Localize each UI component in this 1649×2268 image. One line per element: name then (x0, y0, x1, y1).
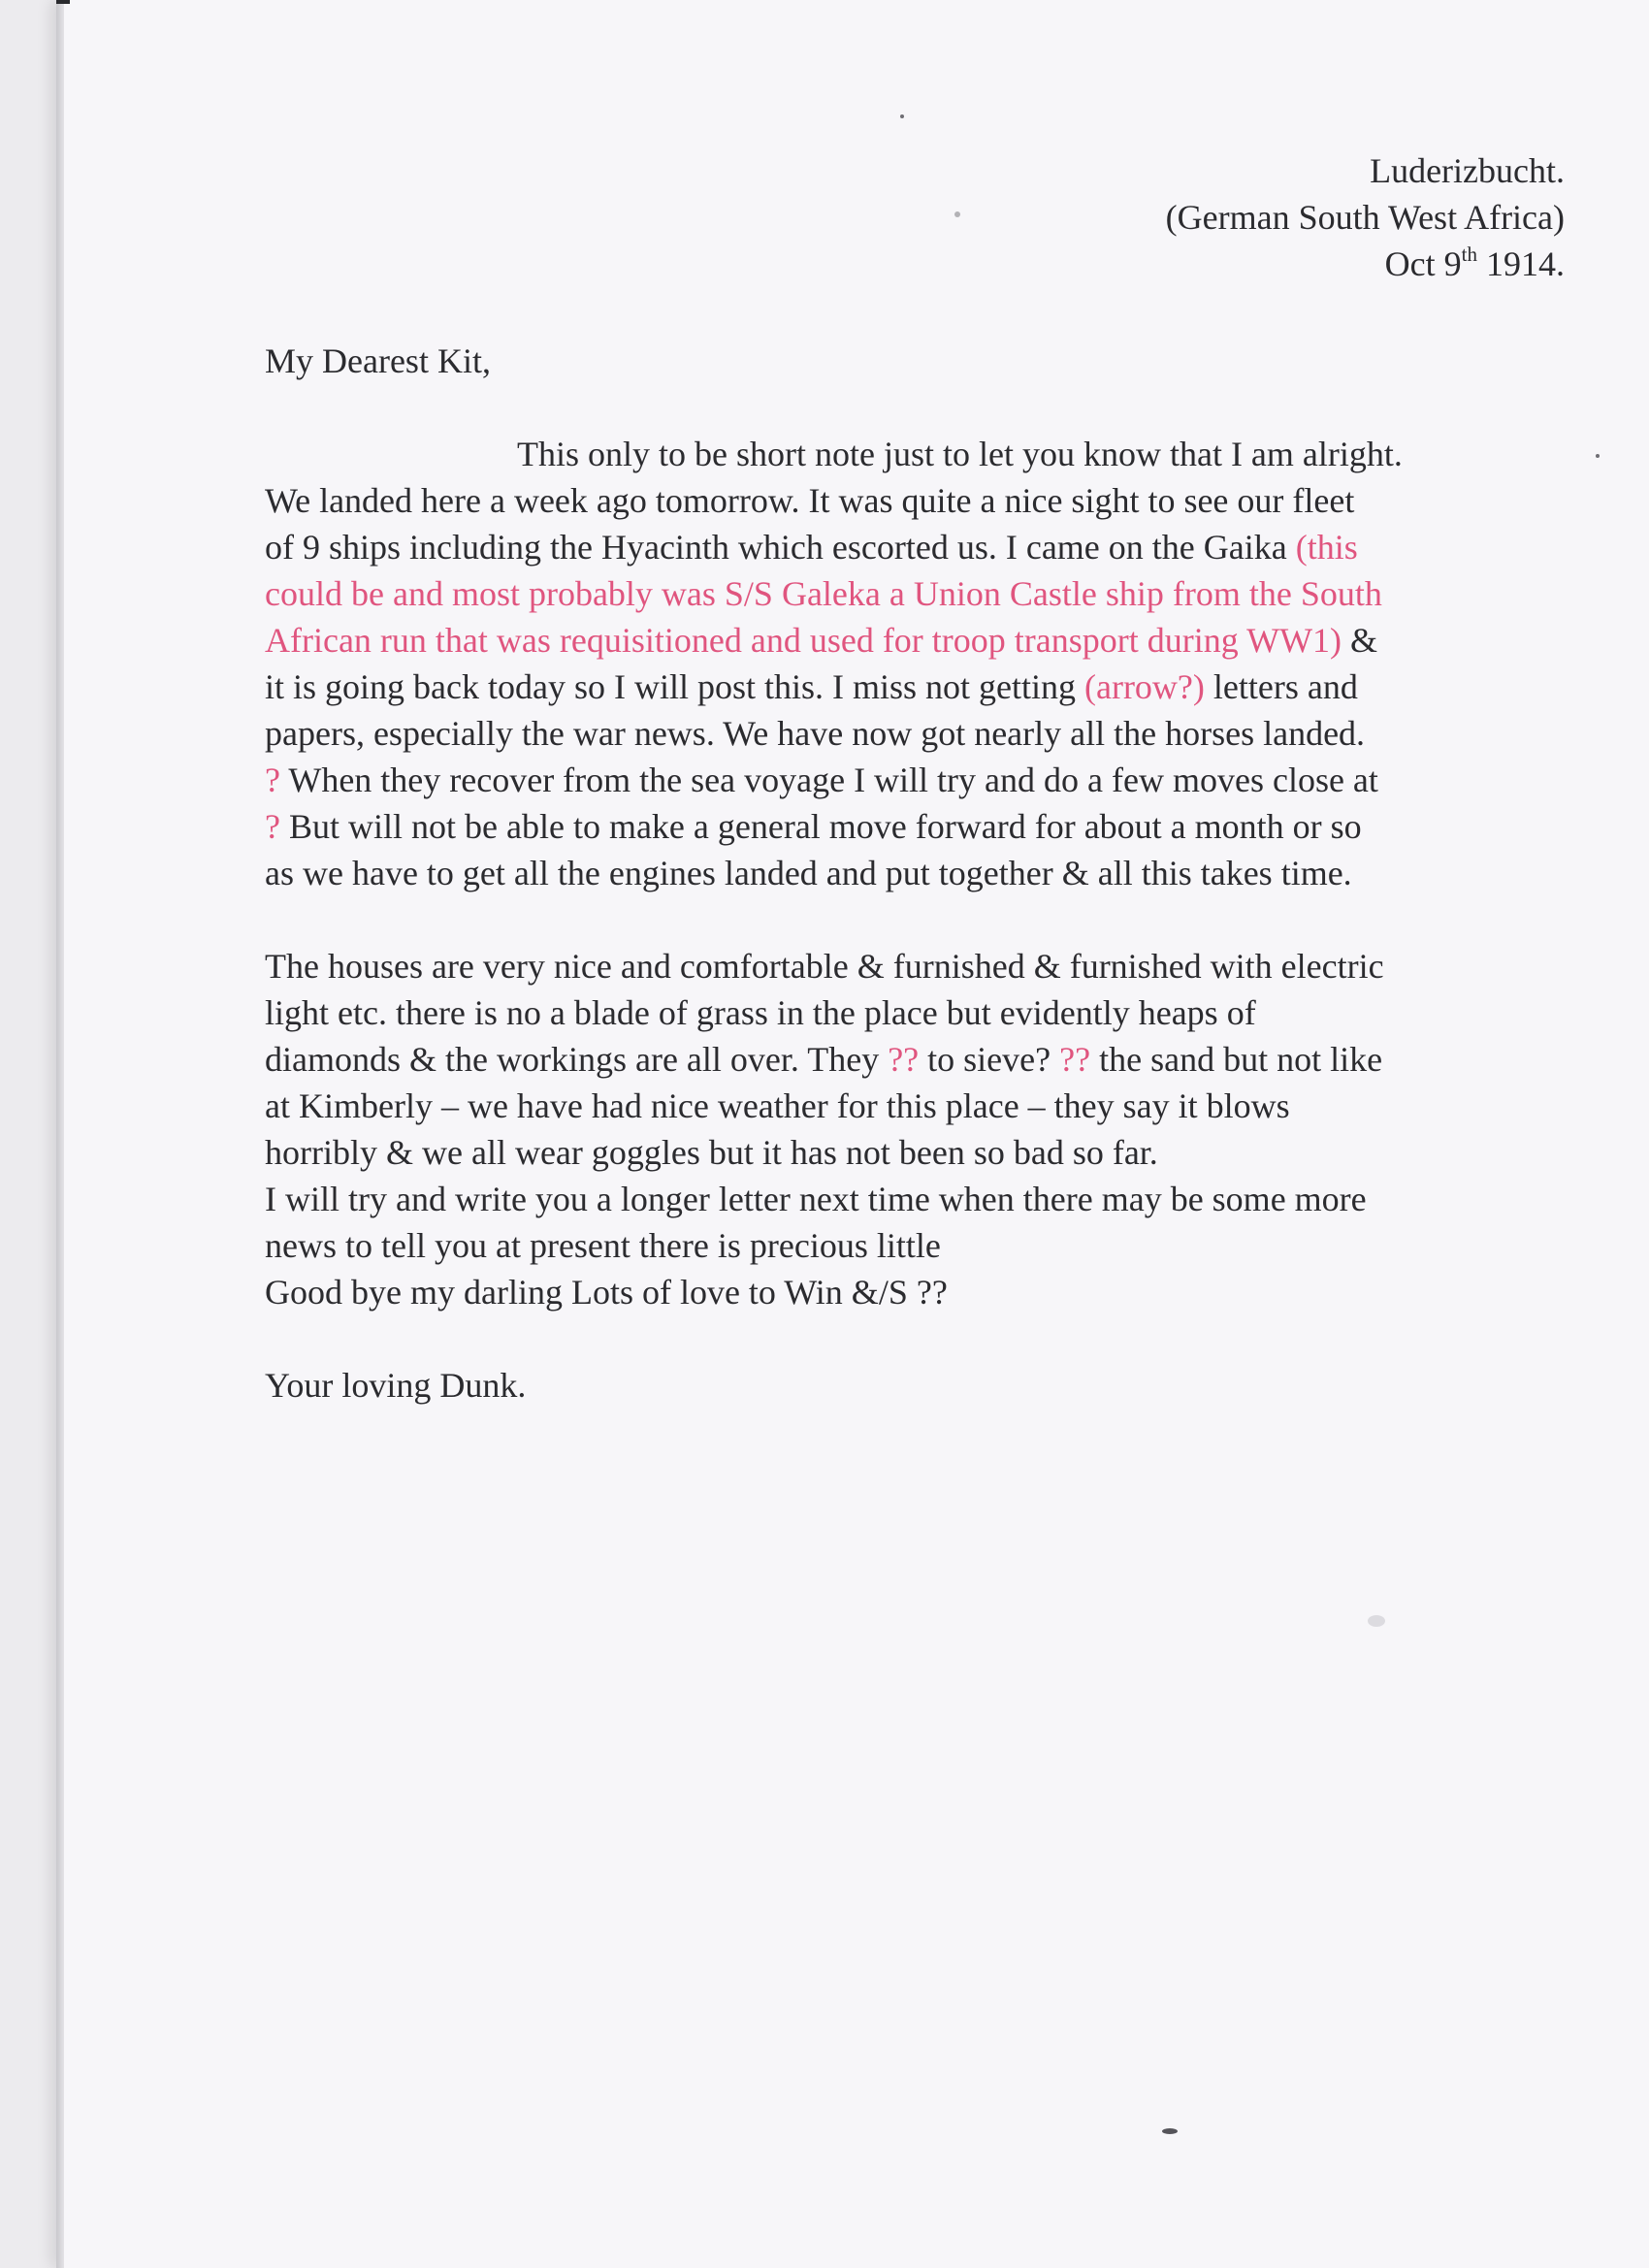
text-line (265, 477, 1584, 524)
text-segment: as we have to get all the engines landed and put together & all this takes time. (265, 854, 1352, 892)
editor-annotation: ?? (1059, 1040, 1091, 1079)
text-line (265, 1222, 1584, 1269)
text-line (265, 1129, 1584, 1176)
paper-speck (1596, 454, 1600, 458)
text-line (265, 803, 1584, 850)
text-segment: I will try and write you a longer letter next time when there may be some more (265, 1180, 1367, 1218)
text-segment: The houses are very nice and comfortable & furnished & furnished with electric (265, 947, 1384, 986)
editor-annotation: (this (1295, 528, 1358, 567)
letter-date-year: 1914. (1477, 244, 1565, 283)
page-edge-shadow (56, 0, 64, 2268)
text-line (265, 570, 1584, 617)
text-line (265, 431, 1584, 477)
letter-page (56, 0, 1649, 2268)
signoff: Your loving Dunk. (265, 1366, 527, 1405)
paper-speck (1368, 1615, 1385, 1627)
editor-annotation: ?? (888, 1040, 920, 1079)
letter-date-ordinal: th (1461, 243, 1477, 266)
text-line (265, 617, 1584, 664)
editor-annotation: (arrow?) (1083, 667, 1205, 706)
text-segment: horribly & we all wear goggles but it has not been so bad so far. (265, 1133, 1158, 1172)
text-segment: of 9 ships including the Hyacinth which escorted us. I came on the Gaika (265, 528, 1296, 567)
text-segment: news to tell you at present there is precious little (265, 1226, 941, 1265)
letter-date (1036, 241, 1565, 287)
paragraph-2 (265, 943, 1584, 1315)
text-segment: When they recover from the sea voyage I will try and do a few moves close at (279, 761, 1378, 799)
text-segment: letters and (1204, 667, 1358, 706)
text-line (265, 524, 1584, 570)
text-line (265, 850, 1584, 896)
letter-body (265, 338, 1584, 1409)
text-segment: & (1342, 621, 1378, 660)
paper-speck (954, 211, 960, 217)
letter-region: (German South West Africa) (1165, 198, 1565, 237)
text-segment: papers, especially the war news. We have now got nearly all the horses landed. (265, 714, 1366, 753)
text-line (265, 757, 1584, 803)
text-segment: We landed here a week ago tomorrow. It was quite a nice sight to see our fleet (265, 481, 1355, 520)
salutation: My Dearest Kit, (265, 341, 491, 380)
letter-header (1036, 147, 1565, 287)
text-line (265, 989, 1584, 1036)
text-segment: But will not be able to make a general move forward for about a month or so (279, 807, 1362, 846)
editor-annotation: could be and most probably was S/S Galeka a Union Castle ship from the South (265, 574, 1382, 613)
letter-date-day: Oct 9 (1384, 244, 1462, 283)
paper-speck (900, 114, 904, 118)
text-line (265, 1176, 1584, 1222)
paragraph-1 (265, 431, 1584, 896)
text-segment: This only to be short note just to let you know that I am alright. (517, 435, 1403, 473)
text-segment: at Kimberly – we have had nice weather for this place – they say it blows (265, 1086, 1290, 1125)
text-segment: it is going back today so I will post this. I miss not getting (265, 667, 1084, 706)
corner-mark (56, 0, 70, 4)
letter-place: Luderizbucht. (1370, 151, 1565, 190)
text-segment: Good bye my darling Lots of love to Win &/S ?? (265, 1273, 948, 1312)
text-line (265, 1036, 1584, 1083)
text-line (265, 943, 1584, 989)
editor-annotation: ? (265, 761, 280, 799)
text-line (265, 1083, 1584, 1129)
text-line (265, 664, 1584, 710)
text-segment: diamonds & the workings are all over. They (265, 1040, 889, 1079)
text-segment: to sieve? (919, 1040, 1060, 1079)
editor-annotation: ? (265, 807, 280, 846)
text-segment: the sand but not like (1090, 1040, 1383, 1079)
editor-annotation: African run that was requisitioned and used for troop transport during WW1) (265, 621, 1342, 660)
text-line (265, 1269, 1584, 1315)
text-line (265, 710, 1584, 757)
text-segment: light etc. there is no a blade of grass in the place but evidently heaps of (265, 993, 1256, 1032)
paper-speck (1162, 2128, 1178, 2134)
